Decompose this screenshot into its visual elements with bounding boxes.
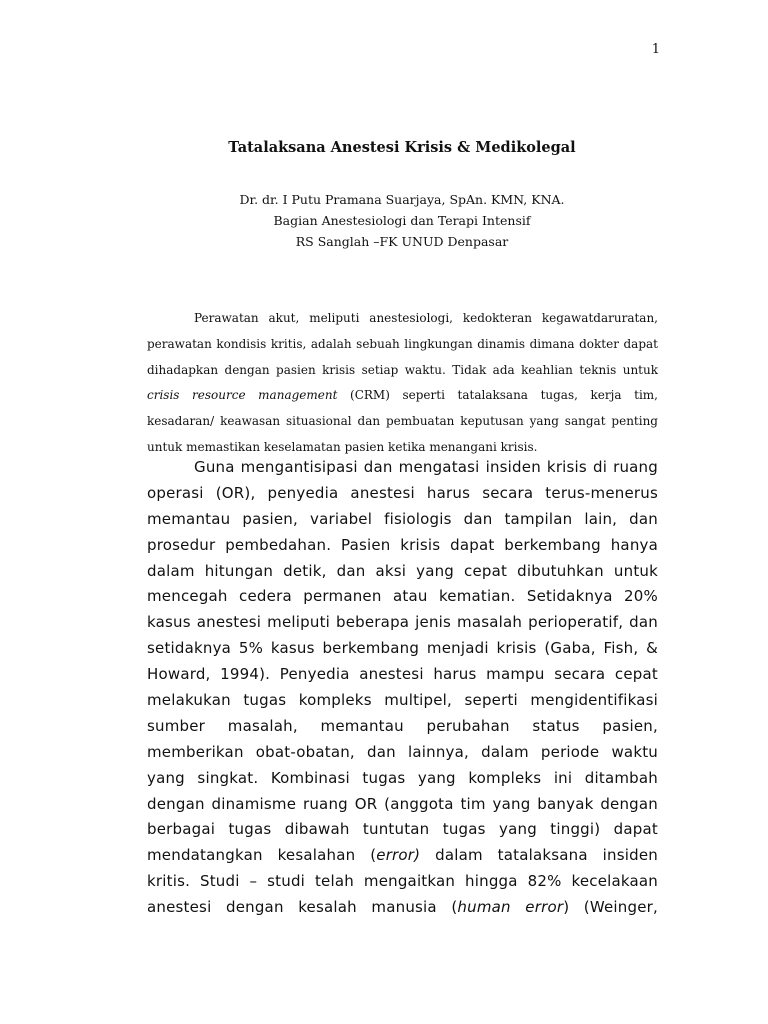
paragraph-2-line: memberikan obat-obatan, dan lainnya, dalam periode waktu <box>147 742 658 761</box>
author-block <box>0 189 768 252</box>
paragraph-1 <box>147 306 658 461</box>
page-number: 1 <box>651 42 660 57</box>
paragraph-2-line: Guna mengantisipasi dan mengatasi insiden krisis di ruang <box>194 458 658 476</box>
paragraph-1-line: dihadapkan dengan pasien krisis setiap waktu. Tidak ada keahlian teknis untuk <box>147 362 658 377</box>
paragraph-2-line: Howard, 1994). Penyedia anestesi harus mampu secara cepat <box>147 665 658 684</box>
crm-term: crisis resource management <box>147 388 338 403</box>
paragraph-2-line: melakukan tugas kompleks multipel, seperti mengidentifikasi <box>147 691 658 710</box>
paragraph-2-line: mencegah cedera permanen atau kematian. Setidaknya 20% <box>147 587 658 606</box>
paragraph-2-text: ) (Weinger, <box>563 898 658 917</box>
paragraph-1-line <box>147 383 658 409</box>
paragraph-2-line: prosedur pembedahan. Pasien krisis dapat berkembang hanya <box>147 535 658 554</box>
paragraph-2-text: dalam tatalaksana insiden <box>420 846 658 865</box>
paragraph-2-line: berbagai tugas dibawah tuntutan tugas yang tinggi) dapat <box>147 820 658 839</box>
paragraph-2-line: kasus anestesi meliputi beberapa jenis masalah perioperatif, dan <box>147 613 658 632</box>
paragraph-2-line: setidaknya 5% kasus berkembang menjadi krisis (Gaba, Fish, & <box>147 639 658 658</box>
paragraph-1-line: kesadaran/ keawasan situasional dan pembuatan keputusan yang sangat penting <box>147 414 658 429</box>
paragraph-2-line: operasi (OR), penyedia anestesi harus secara terus-menerus <box>147 483 658 502</box>
paragraph-2 <box>147 455 658 921</box>
document-title: Tatalaksana Anestesi Krisis & Medikolegal <box>228 139 576 156</box>
paragraph-1-line: untuk memastikan keselamatan pasien ketika menangani krisis. <box>147 439 538 454</box>
author-institution: RS Sanglah –FK UNUD Denpasar <box>295 234 509 249</box>
paragraph-2-line: dalam hitungan detik, dan aksi yang cepat dibutuhkan untuk <box>147 561 658 580</box>
paragraph-2-text: anestesi dengan kesalah manusia ( <box>147 898 458 917</box>
paragraph-2-line: dengan dinamisme ruang OR (anggota tim yang banyak dengan <box>147 794 658 813</box>
author-department: Bagian Anestesiologi dan Terapi Intensif <box>273 213 531 228</box>
paragraph-2-line: kritis. Studi – studi telah mengaitkan hingga 82% kecelakaan <box>147 872 658 891</box>
paragraph-2-line: yang singkat. Kombinasi tugas yang kompleks ini ditambah <box>147 768 658 787</box>
paragraph-2-line <box>147 843 658 869</box>
human-error-term: human error <box>457 898 564 917</box>
paragraph-2-line: sumber masalah, memantau perubahan status pasien, <box>147 716 658 735</box>
author-name: Dr. dr. I Putu Pramana Suarjaya, SpAn. KMN, KNA. <box>239 192 565 207</box>
paragraph-1-text: (CRM) seperti tatalaksana tugas, kerja tim, <box>337 388 658 403</box>
error-term: error) <box>376 846 421 865</box>
paragraph-2-text: mendatangkan kesalahan ( <box>147 846 377 865</box>
paragraph-2-line: memantau pasien, variabel fisiologis dan tampilan lain, dan <box>147 509 658 528</box>
paragraph-1-line: Perawatan akut, meliputi anestesiologi, kedokteran kegawatdaruratan, <box>194 311 658 325</box>
paragraph-1-line: perawatan kondisis kritis, adalah sebuah lingkungan dinamis dimana dokter dapat <box>147 336 658 351</box>
paragraph-2-line <box>147 895 658 921</box>
